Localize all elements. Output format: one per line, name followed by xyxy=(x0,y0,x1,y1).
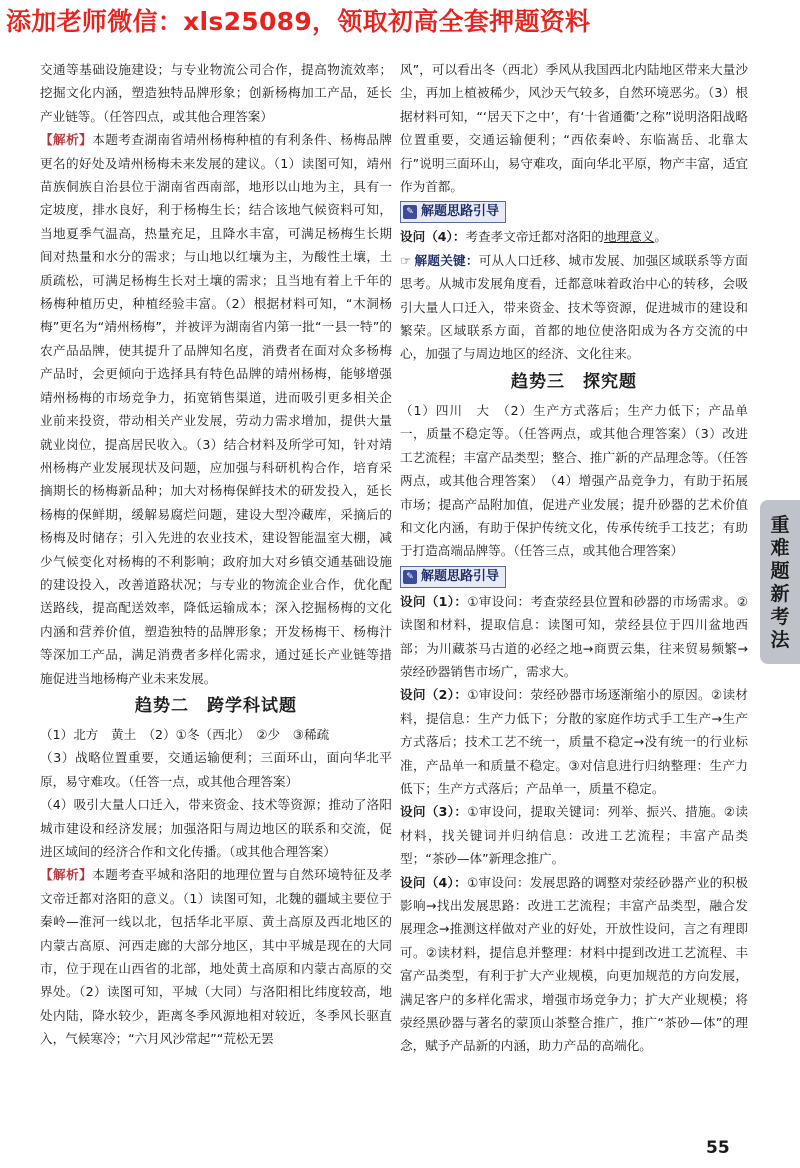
side-section-tab xyxy=(760,500,800,664)
analysis-continued: 风”，可以看出冬（西北）季风从我国西北内陆地区带来大量沙尘，再加上植被稀少，风沙天气较多，自然环境恶劣。（3）根据材料可知，“‘居天下之中’，有‘十省通衢’之称”说明洛阳战略位置重要，交通运输便利；“西依秦岭、东临嵩岳、北靠太行”说明三面环山，易守难攻，面向华北平原，物产丰富，适宜作为首都。 xyxy=(400,62,748,195)
analysis-text: 本题考查平城和洛阳的地理位置与自然环境特征及孝文帝迁都对洛阳的意义。（1）读图可知，北魏的疆域主要位于秦岭—淮河一线以北，包括华北平原、黄土高原及西北地区的内蒙古高原、河西走廊的大部分地区，其中平城是现在的大同市，位于现在山西省的北部，地处黄土高原和内蒙古高原的交界处。（2）读图可知，平城（大同）与洛阳相比纬度较高，地处内陆，降水较少，距离冬季风源地相对较近，冬季风长驱直入，气候寒冷；“六月风沙常起”“荒松无罢 xyxy=(40,867,393,1047)
key-text: 可从人口迁移、城市发展、加强区域联系等方面思考。从城市发展角度看，迁都意味着政治中心的转移，会吸引大量人口迁入，带来资金、技术等资源，促进城市的建设和繁荣。区域联系方面，首都的地位使洛阳成为各方交流的中心，加强了与周边地区的经济、文化往来。 xyxy=(400,252,749,362)
section-title-trend-two xyxy=(40,692,392,720)
section-title-trend-three xyxy=(400,368,748,396)
side-tab-label: 重难题新考法 xyxy=(770,514,790,651)
question-hint xyxy=(400,683,748,800)
solution-guide-label: 解题思路引导 xyxy=(421,568,500,584)
question-label: 设问（4）： xyxy=(400,874,467,890)
analysis-text: 本题考查湖南省靖州杨梅种植的有利条件、杨梅品牌更名的好处及靖州杨梅未来发展的建议。（1）读图可知，靖州苗族侗族自治县位于湖南省西南部，地形以山地为主，具有一定坡度，排水良好，利于杨梅生长；结合该地气候资料可知，当地夏季气温高，热量充足，且降水丰富，可满足杨梅生长期间对热量和水分的需求；与山地以红壤为主，为酸性土壤，土质疏松，可满足杨梅生长对土壤的需求；且当地有着上千年的杨梅种植历史，种植经验丰富。（2）根据材料可知，“木洞杨梅”更名为“靖州杨梅”，并被评为湖南省内第一批“一县一特”的农产品品牌，使其提升了品牌知名度，消费者在面对众多杨梅产品时，会更倾向于选择具有特色品牌的靖州杨梅，能够增强靖州杨梅的市场竞争力，拓宽销售渠道，进而吸引更多相关企业前来投资，带动相关产业发展，劳动力需求增加，提供大量就业岗位，提高居民收入。（3）结合材料及所学可知，针对靖州杨梅产业发展现状及问题，应加强与科研机构合作，培育采摘期长的杨梅新品种；加大对杨梅保鲜技术的研发投入，延长杨梅的保鲜期，缓解易腐烂问题，建设大型冷藏库，采摘后的杨梅及时储存；引入先进的农业技术，建设智能温室大棚，减少气候变化对杨梅的不利影响；政府加大对乡镇交通基础设施的建设投入，改善道路状况；与专业的物流企业合作，优化配送路线，提高配送效率，降低运输成本；深入挖掘杨梅的文化内涵和营养价值，塑造独特的品牌形象；开发杨梅干、杨梅汁等深加工产品，满足消费者多样化需求，通过延长产业链等措施促进当地杨梅产业未来发展。 xyxy=(40,132,393,686)
question-label: 设问（4）： xyxy=(400,229,466,245)
question-label: 设问（1）： xyxy=(400,593,468,609)
pointing-hand-icon: ☞ xyxy=(400,252,412,268)
right-column xyxy=(400,58,748,1058)
question-text: ①审设问：考查荥经县位置和砂器的市场需求。②读图和材料，提取信息：读图可知，荥经县位于四川盆地西部；为川藏茶马古道的必经之地→商贾云集，往来贸易频繁→荥经砂器销售市场广，需求大。 xyxy=(400,593,748,679)
answer-paragraph: （1）四川 大 （2）生产方式落后；生产力低下；产品单一，质量不稳定等。（任答两点，或其他合理答案）（3）改进工艺流程；丰富产品类型；整合、推广新的产品理念等。（任答两点，或其他合理答案） （4）增强产品竞争力，有助于拓展市场；提高产品附加值，促进产业发展；提升砂器的艺术价值和文化内涵，有助于保护传统文化，传承传统手工技艺；有助于打造高端品牌等。（任答三点，或其他合理答案） xyxy=(400,402,748,559)
question-hint xyxy=(400,590,748,684)
section-title-text: 探究题 xyxy=(583,371,637,392)
question-hint xyxy=(400,871,748,1058)
analysis-tag: 【解析】 xyxy=(40,867,93,883)
question-keyword: 地理意义 xyxy=(603,229,655,245)
answer-line: （4）吸引大量人口迁入，带来资金、技术等资源；推动了洛阳城市建设和经济发展；加强洛阳与周边地区的联系和交流，促进区域间的经济合作和文化传播。（或其他合理答案） xyxy=(40,797,392,859)
analysis-paragraph xyxy=(40,863,392,1050)
question-text: ①审设问，提取关键词：列举、振兴、措施。②读材料，找关键词并归纳信息：改进工艺流程；丰富产品类型；“茶砂—体”新理念推广。 xyxy=(400,804,748,867)
solution-guide-label: 解题思路引导 xyxy=(421,204,500,220)
analysis-paragraph xyxy=(40,128,392,690)
key-label: 解题关键： xyxy=(414,252,479,268)
section-title-label: 趋势二 xyxy=(135,695,189,716)
analysis-tag: 【解析】 xyxy=(40,132,93,148)
key-point xyxy=(400,249,748,366)
pencil-icon: ✎ xyxy=(403,570,417,584)
section-title-label: 趋势三 xyxy=(511,371,565,392)
question-label: 设问（3）： xyxy=(400,804,468,820)
solution-guide-header xyxy=(400,201,506,223)
answer-paragraph: 交通等基础设施建设；与专业物流公司合作，提高物流效率；挖掘文化内涵，塑造独特品牌形象；创新杨梅加工产品，延长产业链等。（任答四点，或其他合理答案） xyxy=(40,62,392,124)
promo-banner: 添加老师微信：xls25089，领取初高全套押题资料 xyxy=(6,7,591,36)
question-text: ①审设问：发展思路的调整对荥经砂器产业的积极影响→找出发展思路：改进工艺流程；丰富产品类型，融合发展理念→推测这样做对产业的好处，开放性设问，言之有理即可。②读材料，提信息并整理：材料中提到改进工艺流程、丰富产品类型，有利于扩大产业规模，向更加规范的方向发展，满足客户的多样化需求，增强市场竞争力；扩大产业规模；将荥经黑砂器与著名的蒙顶山茶整合推广，推广“茶砂—体”的理念，赋予产品新的内涵，助力产品的高端化。 xyxy=(400,874,748,1054)
left-column xyxy=(40,58,392,1051)
question-hint xyxy=(400,800,748,870)
solution-guide-header xyxy=(400,566,506,588)
question-label: 设问（2）： xyxy=(400,687,468,703)
question-hint xyxy=(400,225,748,248)
answer-line: （1）北方 黄土 （2）①冬（西北） ②少 ③稀疏 xyxy=(40,726,330,742)
question-text: 考查孝文帝迁都对洛阳的 xyxy=(465,229,604,245)
page-number: 55 xyxy=(706,1138,730,1158)
question-text: ①审设问：荥经砂器市场逐渐缩小的原因。②读材料，提信息：生产力低下；分散的家庭作坊式手工生产→生产方式落后；技术工艺不统一，质量不稳定→没有统一的行业标准，产品单一和质量不稳定。③对信息进行归纳整理：生产力低下；生产方式落后；产品单一，质量不稳定。 xyxy=(400,687,748,796)
pencil-icon: ✎ xyxy=(403,205,417,219)
question-text-end: 。 xyxy=(654,229,667,245)
section-title-text: 跨学科试题 xyxy=(207,695,297,716)
answer-line: （3）战略位置重要，交通运输便利；三面环山，面向华北平原，易守难攻。（任答一点，或其他合理答案） xyxy=(40,750,392,789)
